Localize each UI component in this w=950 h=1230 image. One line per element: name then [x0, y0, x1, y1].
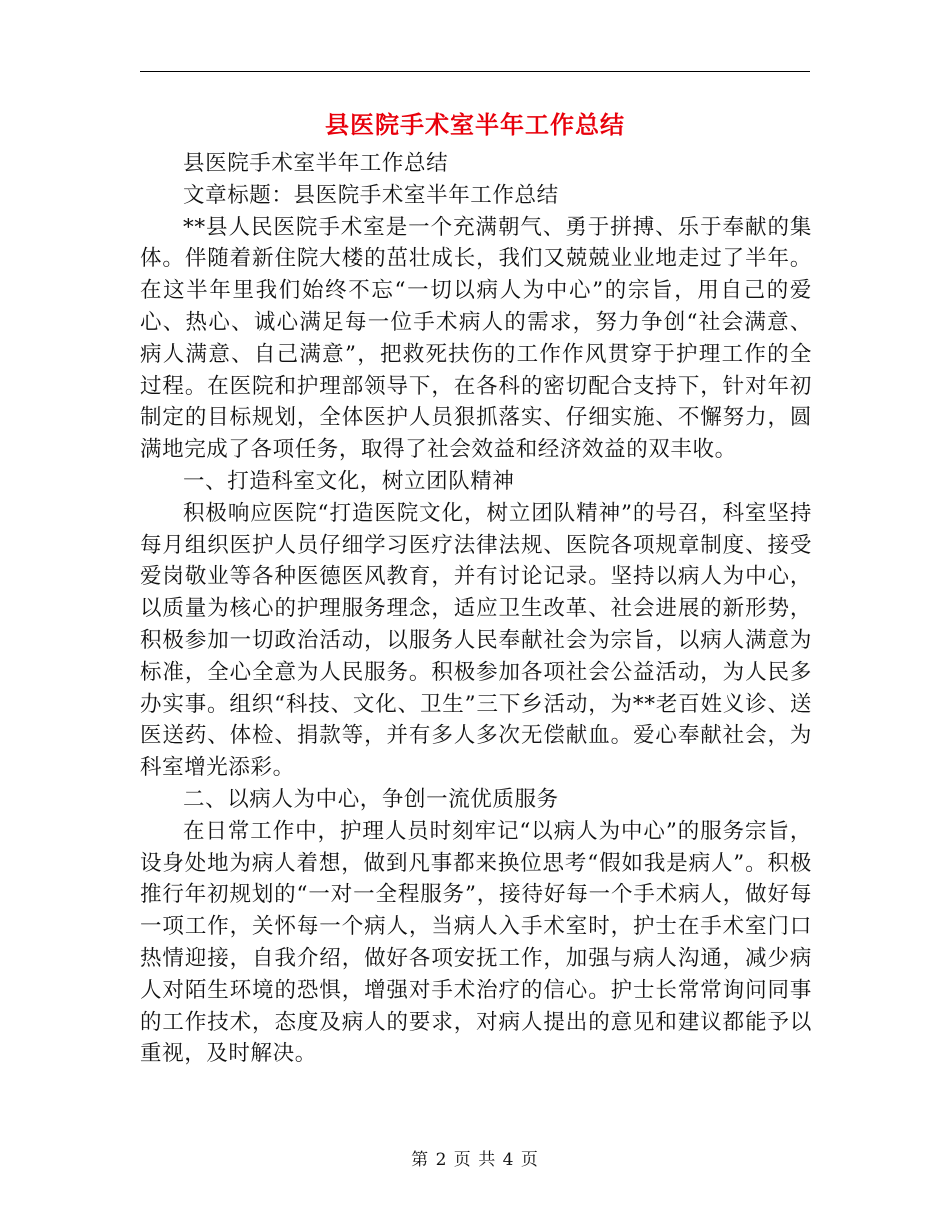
section-heading-2: 二、以病人为中心，争创一流优质服务 — [183, 786, 559, 812]
document-body — [140, 148, 812, 1070]
paragraph-section-1: 积极响应医院“打造医院文化，树立团队精神”的号召，科室坚持每月组织医护人员仔细学习医疗法律法规、医院各项规章制度、接受爱岗敬业等各种医德医风教育，并有讨论记录。坚持以病人为中心，以质量为核心的护理服务理念，适应卫生改革、社会进展的新形势，积极参加一切政治活动，以服务人民奉献社会为宗旨，以病人满意为标准，全心全意为人民服务。积极参加各项社会公益活动，为人民多办实事。组织“科技、文化、卫生”三下乡活动，为**老百姓义诊、送医送药、体检、捐款等，并有多人多次无偿献血。爱心奉献社会，为科室增光添彩。 — [140, 500, 812, 781]
paragraph-section-2: 在日常工作中，护理人员时刻牢记“以病人为中心”的服务宗旨，设身处地为病人着想，做到凡事都来换位思考“假如我是病人”。积极推行年初规划的“一对一全程服务”，接待好每一个手术病人，做好每一项工作，关怀每一个病人，当病人入手术室时，护士在手术室门口热情迎接，自我介绍，做好各项安抚工作，加强与病人沟通，减少病人对陌生环境的恐惧，增强对手术治疗的信心。护士长常常询问同事的工作技术，态度及病人的要求，对病人提出的意见和建议都能予以重视，及时解决。 — [140, 818, 812, 1067]
paragraph-article-title: 文章标题：县医院手术室半年工作总结 — [183, 182, 559, 208]
paragraph-subtitle: 县医院手术室半年工作总结 — [183, 151, 449, 176]
document-title: 县医院手术室半年工作总结 — [325, 110, 625, 139]
paragraph-intro: **县人民医院手术室是一个充满朝气、勇于拼搏、乐于奉献的集体。伴随着新住院大楼的茁壮成长，我们又兢兢业业地走过了半年。在这半年里我们始终不忘“一切以病人为中心”的宗旨，用自己的爱心、热心、诚心满足每一位手术病人的需求，努力争创“社会满意、病人满意、自己满意”，把救死扶伤的工作作风贯穿于护理工作的全过程。在医院和护理部领导下，在各科的密切配合支持下，针对年初制定的目标规划，全体医护人员狠抓落实、仔细实施、不懈努力，圆满地完成了各项任务，取得了社会效益和经济效益的双丰收。 — [140, 214, 812, 463]
section-heading-1: 一、打造科室文化，树立团队精神 — [183, 468, 515, 494]
page-number: 第 2 页 共 4 页 — [411, 1150, 539, 1170]
header-rule — [140, 71, 810, 72]
